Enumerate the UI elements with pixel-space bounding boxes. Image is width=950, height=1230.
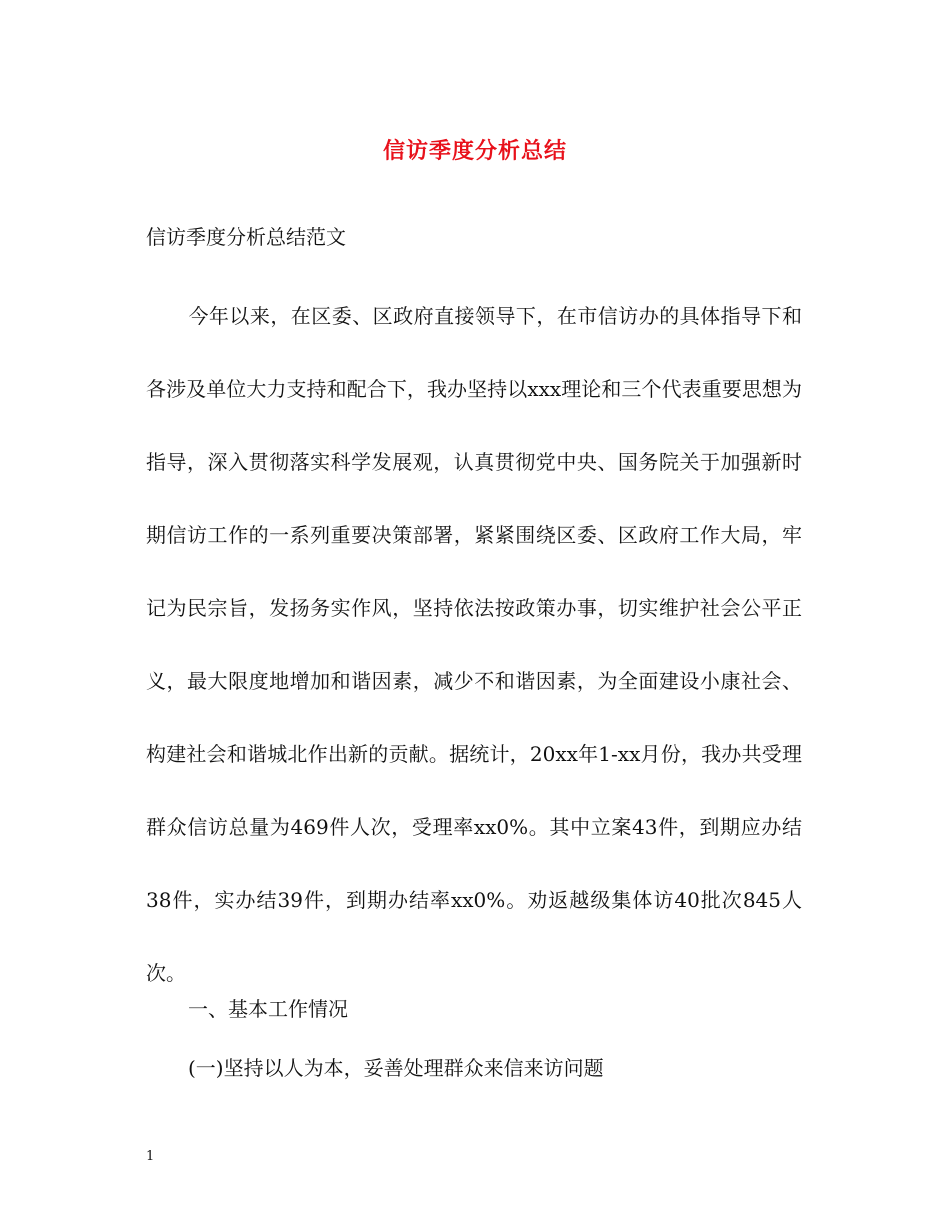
document-subtitle: 信访季度分析总结范文 bbox=[146, 225, 346, 249]
body-paragraph bbox=[146, 280, 802, 1010]
subsection-heading: (一)坚持以人为本，妥善处理群众来信来访问题 bbox=[188, 1056, 604, 1080]
section-heading: 一、基本工作情况 bbox=[188, 997, 348, 1021]
body-paragraph-text: 今年以来，在区委、区政府直接领导下，在市信访办的具体指导下和各涉及单位大力支持和配合下，我办坚持以xxx理论和三个代表重要思想为指导，深入贯彻落实科学发展观，认真贯彻党中央、国务院关于加强新时期信访工作的一系列重要决策部署，紧紧围绕区委、区政府工作大局，牢记为民宗旨，发扬务实作风，坚持依法按政策办事，切实维护社会公平正义，最大限度地增加和谐因素，减少不和谐因素，为全面建设小康社会、构建社会和谐城北作出新的贡献。据统计，20xx年1-xx月份，我办共受理群众信访总量为469件人次，受理率xx0%。其中立案43件，到期应办结38件，实办结39件，到期办结率xx0%。劝返越级集体访40批次845人次。 bbox=[146, 304, 802, 985]
page-number: 1 bbox=[146, 1149, 155, 1164]
document-title: 信访季度分析总结 bbox=[382, 138, 567, 164]
